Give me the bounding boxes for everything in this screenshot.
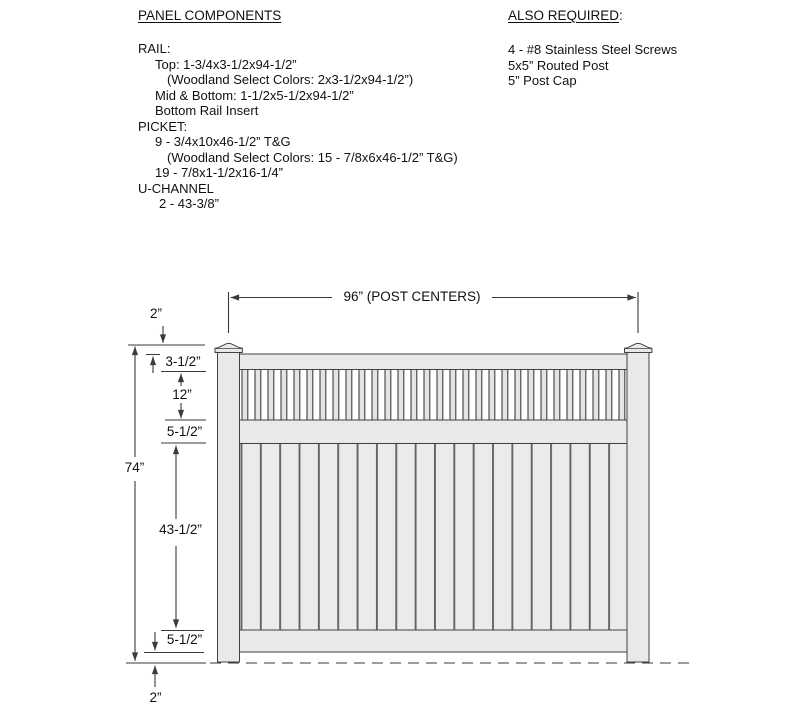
dim-label-ground-offset: 2”: [142, 690, 169, 705]
spec-line-top-rail: Top: 1-3/4x3-1/2x94-1/2”: [155, 56, 297, 72]
left-post-cap: [215, 343, 242, 352]
dim-label-overall-height: 74”: [119, 460, 150, 475]
spec-line-picket-small: 19 - 7/8x1-1/2x16-1/4”: [155, 165, 283, 180]
dim-label-post-top-offset: 2”: [143, 306, 169, 321]
dim-label-bottom-rail: 5-1/2”: [161, 632, 208, 647]
spec-line-bottom-rail-insert: Bottom Rail Insert: [155, 103, 259, 118]
right-post-cap: [625, 343, 652, 352]
spec-line-picket-woodland: (Woodland Select Colors: 15 - 7/8x6x46-1/2” T&G): [167, 149, 458, 165]
spindle-row: [240, 370, 628, 421]
spec-line-top-rail-woodland: (Woodland Select Colors: 2x3-1/2x94-1/2”): [167, 72, 414, 87]
right-post: [627, 352, 649, 662]
required-item-post: 5x5” Routed Post: [508, 57, 609, 73]
spec-line-uchannel-size: 2 - 43-3/8”: [159, 196, 219, 211]
spec-line-rail-heading: RAIL:: [138, 41, 171, 56]
spec-line-picket-main: 9 - 3/4x10x46-1/2” T&G: [155, 134, 291, 149]
dim-label-picket-section: 43-1/2”: [153, 522, 208, 537]
spec-line-uchannel-heading: U-CHANNEL: [138, 180, 214, 196]
also-required-title: ALSO REQUIRED:: [508, 8, 623, 23]
top-rail: [240, 354, 628, 370]
required-item-screws: 4 - #8 Stainless Steel Screws: [508, 42, 678, 57]
mid-rail: [240, 420, 628, 444]
required-item-post-cap: 5” Post Cap: [508, 73, 577, 88]
dim-label-post-centers: 96” (POST CENTERS): [332, 289, 492, 304]
picket-section: [240, 444, 628, 631]
spec-line-picket-heading: PICKET:: [138, 118, 188, 134]
dim-label-top-rail: 3-1/2”: [160, 354, 206, 369]
panel-components-title: PANEL COMPONENTS: [138, 8, 282, 23]
dim-label-spindle-section: 12”: [168, 387, 196, 402]
fence-panel: [215, 343, 652, 662]
bottom-rail: [240, 630, 628, 652]
left-post: [218, 352, 240, 662]
dim-label-mid-rail: 5-1/2”: [161, 424, 208, 439]
spec-line-mid-bottom-rail: Mid & Bottom: 1-1/2x5-1/2x94-1/2”: [155, 87, 354, 103]
